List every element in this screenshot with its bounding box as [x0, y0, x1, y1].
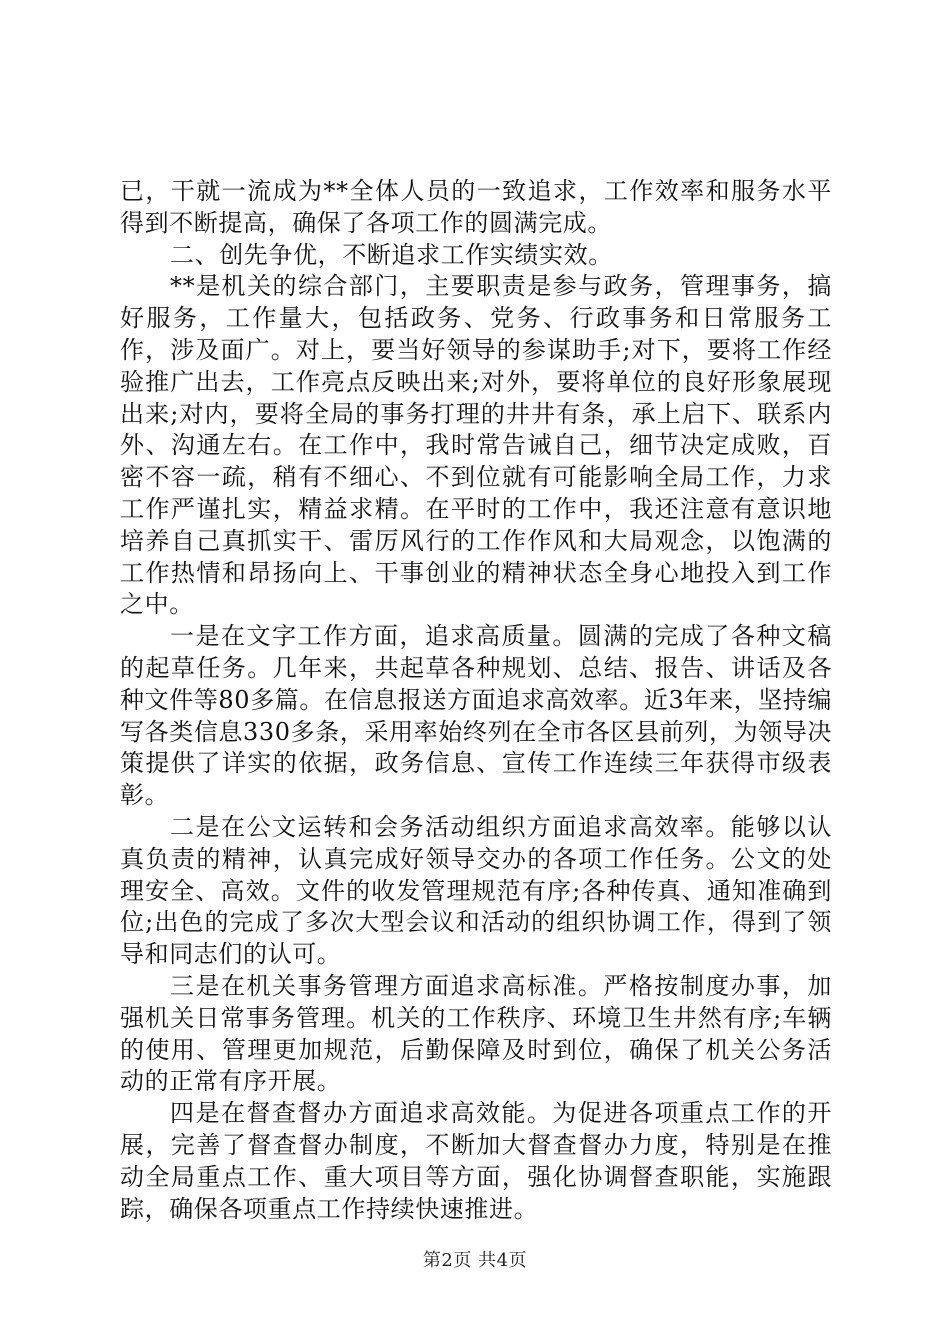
paragraph-affairs-management: 三是在机关事务管理方面追求高标准。严格按制度办事，加强机关日常事务管理。机关的工作秩序、环境卫生井然有序;车辆的使用、管理更加规范，后勤保障及时到位，确保了机关公务活动的正常有序开展。: [120, 971, 832, 1096]
section-heading: 二、创先争优，不断追求工作实绩实效。: [170, 240, 613, 269]
page-number-footer: 第2页 共4页: [422, 1250, 528, 1271]
paragraph-document-flow: 二是在公文运转和会务活动组织方面追求高效率。能够以认真负责的精神，认真完成好领导交办的各项工作任务。公文的处理安全、高效。文件的收发管理规范有序;各种传真、通知准确到位;出色的完成了多次大型会议和活动的组织协调工作，得到了领导和同志们的认可。: [120, 812, 832, 969]
paragraph-continuation: 已，干就一流成为**全体人员的一致追求，工作效率和服务水平得到不断提高，确保了各项工作的圆满完成。: [120, 177, 832, 237]
paragraph-writing-work: 一是在文字工作方面，追求高质量。圆满的完成了各种文稿的起草任务。几年来，共起草各种规划、总结、报告、讲话及各种文件等80多篇。在信息报送方面追求高效率。近3年来，坚持编写各类信息330多条，采用率始终列在全市各区县前列，为领导决策提供了详实的依据，政务信息、宣传工作连续三年获得市级表彰。: [120, 622, 832, 810]
paragraph-duties: **是机关的综合部门，主要职责是参与政务，管理事务，搞好服务，工作量大，包括政务、党务、行政事务和日常服务工作，涉及面广。对上，要当好领导的参谋助手;对下，要将工作经验推广出去，工作亮点反映出来;对外，要将单位的良好形象展现出来;对内，要将全局的事务打理的井井有条，承上启下、联系内外、沟通左右。在工作中，我时常告诫自己，细节决定成败，百密不容一疏，稍有不细心、不到位就有可能影响全局工作，力求工作严谨扎实，精益求精。在平时的工作中，我还注意有意识地培养自己真抓实干、雷厉风行的工作作风和大局观念，以饱满的工作热情和昂扬向上、干事创业的精神状态全身心地投入到工作之中。: [120, 272, 832, 619]
document-body: [120, 176, 832, 1225]
paragraph-supervision: 四是在督查督办方面追求高效能。为促进各项重点工作的开展，完善了督查督办制度，不断加大督查督办力度，特别是在推动全局重点工作、重大项目等方面，强化协调督查职能，实施跟踪，确保各项重点工作持续快速推进。: [120, 1099, 832, 1223]
